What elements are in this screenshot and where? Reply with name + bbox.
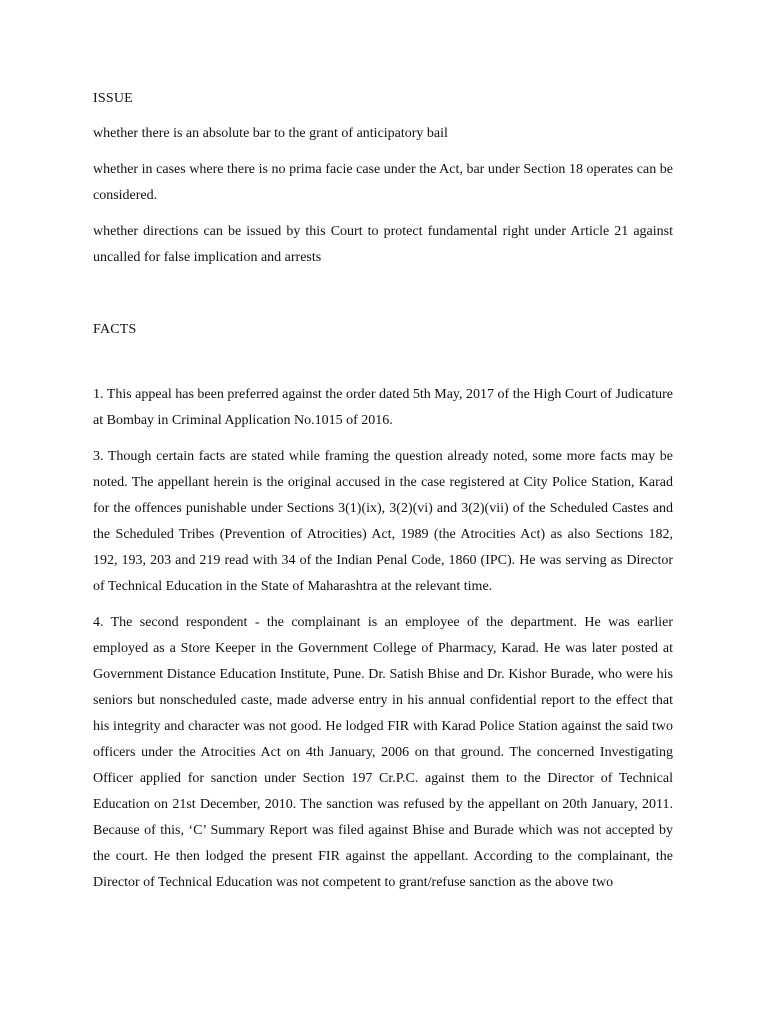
- issue-heading: ISSUE: [93, 91, 133, 106]
- fact-paragraph: 4. The second respondent - the complainant is an employee of the department. He was earlier employed as a Store Keeper in the Government College of Pharmacy, Karad. He was later posted at Government Distance Education Institute, Pune. Dr. Satish Bhise and Dr. Kishor Burade, who were his seniors but nonscheduled caste, made adverse entry in his annual confidential report to the effect that his integrity and character was not good. He lodged FIR with Karad Police Station against the said two officers under the Atrocities Act on 4th January, 2006 on that ground. The concerned Investigating Officer applied for sanction under Section 197 Cr.P.C. against them to the Director of Technical Education on 21st December, 2010. The sanction was refused by the appellant on 20th January, 2011. Because of this, ‘C’ Summary Report was filed against Bhise and Burade which was not accepted by the court. He then lodged the present FIR against the appellant. According to the complainant, the Director of Technical Education was not competent to grant/refuse sanction as the above two: [93, 615, 673, 890]
- fact-paragraph: 1. This appeal has been preferred against the order dated 5th May, 2017 of the High Court of Judicature at Bombay in Criminal Application No.1015 of 2016.: [93, 387, 673, 428]
- section-spacer: [93, 281, 673, 317]
- document-page: [93, 86, 673, 906]
- facts-heading: FACTS: [93, 322, 137, 337]
- issue-item: whether there is an absolute bar to the grant of anticipatory bail: [93, 126, 448, 141]
- fact-paragraph: 3. Though certain facts are stated while framing the question already noted, some more facts may be noted. The appellant herein is the original accused in the case registered at City Police Station, Karad for the offences punishable under Sections 3(1)(ix), 3(2)(vi) and 3(2)(vii) of the Scheduled Castes and the Scheduled Tribes (Prevention of Atrocities) Act, 1989 (the Atrocities Act) as also Sections 182, 192, 193, 203 and 219 read with 34 of the Indian Penal Code, 1860 (IPC). He was serving as Director of Technical Education in the State of Maharashtra at the relevant time.: [93, 449, 673, 594]
- issue-item: whether in cases where there is no prima facie case under the Act, bar under Section 18 operates can be considered.: [93, 162, 673, 203]
- issue-item: whether directions can be issued by this Court to protect fundamental right under Article 21 against uncalled for false implication and arrests: [93, 224, 673, 265]
